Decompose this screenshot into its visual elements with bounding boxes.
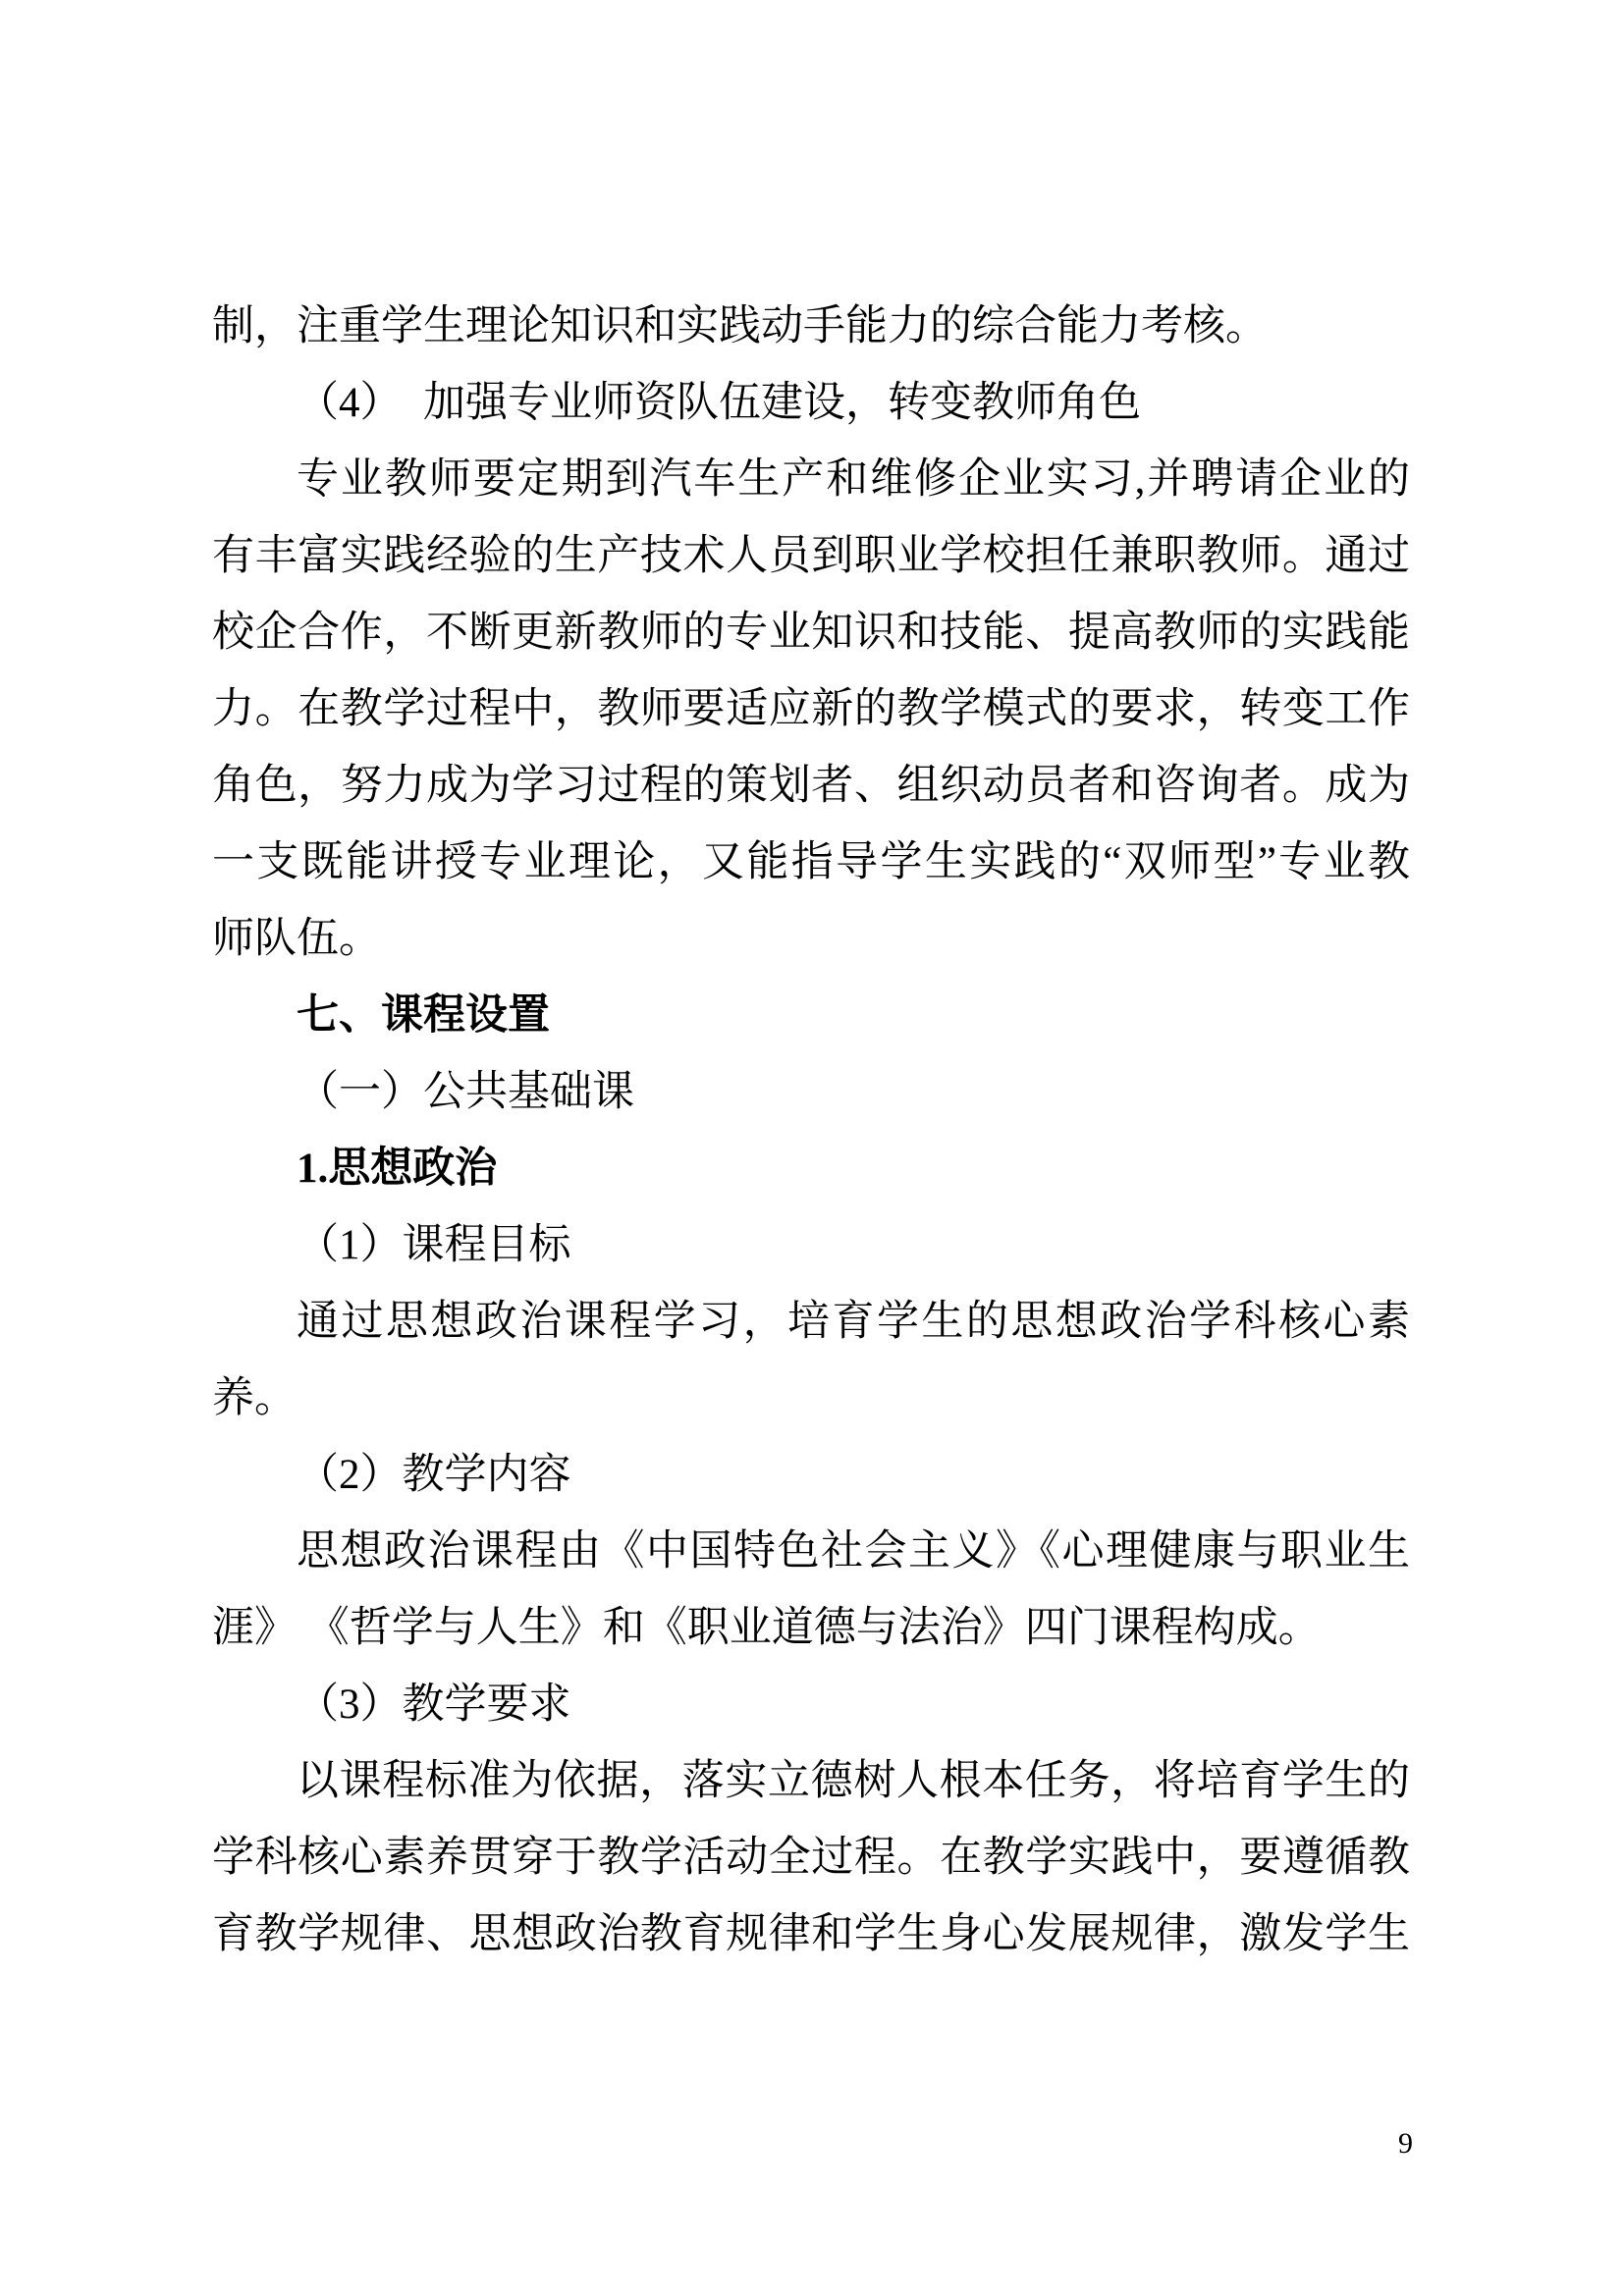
text-line: 通过思想政治课程学习，培育学生的思想政治学科核心素	[297, 1299, 1410, 1345]
text-line: 育教学规律、思想政治教育规律和学生身心发展规律，激发学生	[212, 1911, 1410, 1957]
heading-line: 七、课程设置	[297, 992, 550, 1039]
text-line: 学科核心素养贯穿于教学活动全过程。在教学实践中，要遵循教	[212, 1835, 1410, 1881]
text-line: 力。在教学过程中，教师要适应新的教学模式的要求，转变工作	[212, 686, 1410, 732]
text-line: 涯》 《哲学与人生》和《职业道德与法治》四门课程构成。	[212, 1605, 1321, 1651]
text-line: 思想政治课程由《中国特色社会主义》《心理健康与职业生	[297, 1528, 1410, 1575]
text-line: 校企合作，不断更新教师的专业知识和技能、提高教师的实践能	[212, 610, 1410, 656]
text-line: 养。	[212, 1375, 297, 1421]
text-line: 专业教师要定期到汽车生产和维修企业实习,并聘请企业的	[297, 456, 1410, 503]
text-line: 师队伍。	[212, 916, 381, 962]
text-line: （2）教学内容	[297, 1452, 571, 1498]
text-line: （4） 加强专业师资队伍建设，转变教师角色	[297, 380, 1141, 426]
page-number: 9	[1398, 2127, 1413, 2160]
text-line: （一）公共基础课	[297, 1069, 634, 1115]
heading-line: 1.思想政治	[297, 1146, 498, 1192]
document-body	[212, 289, 1410, 1973]
text-line: 制，注重学生理论知识和实践动手能力的综合能力考核。	[212, 303, 1268, 349]
text-line: 角色，努力成为学习过程的策划者、组织动员者和咨询者。成为	[212, 763, 1410, 809]
text-line: 有丰富实践经验的生产技术人员到职业学校担任兼职教师。通过	[212, 533, 1410, 579]
text-line: （3）教学要求	[297, 1682, 571, 1728]
text-line: 以课程标准为依据，落实立德树人根本任务，将培育学生的	[297, 1758, 1410, 1804]
text-line: （1）课程目标	[297, 1222, 571, 1268]
text-line: 一支既能讲授专业理论，又能指导学生实践的“双师型”专业教	[212, 839, 1410, 885]
